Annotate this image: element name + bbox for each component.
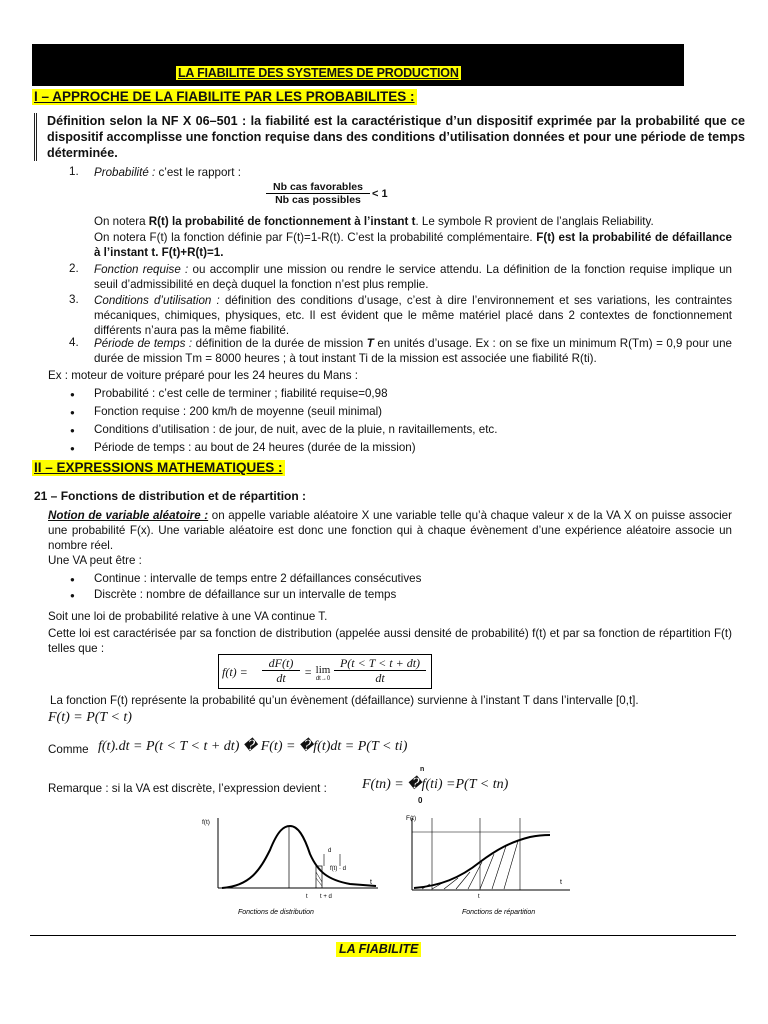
item-4-text: Période de temps : définition de la durée de mission T en unités d’usage. Ex : on se fixe un minimum R(Tm) = 0,9 pour une durée de mission Tm = 8000 heures ; à tout instant Ti de la mission est associée une fiabilité R(ti). <box>94 337 732 365</box>
section-2-title: II – EXPRESSIONS MATHEMATIQUES : <box>34 460 283 475</box>
example-item: Fonction requise : 200 km/h de moyenne (seuil minimal) <box>94 405 383 418</box>
bullet-icon: ● <box>70 591 75 600</box>
example-item: Période de temps : au bout de 24 heures (durée de la mission) <box>94 441 416 454</box>
right-x-label: t <box>560 879 562 886</box>
va-type-item: Continue : intervalle de temps entre 2 défaillances consécutives <box>94 572 422 585</box>
document-title: LA FIABILITE DES SYSTEMES DE PRODUCTION <box>178 66 459 80</box>
right-caption: Fonctions de répartition <box>462 909 536 916</box>
integral-equation: f(t).dt = P(t < T < t + dt) � F(t) = �f(t)dt = P(T < ti) <box>98 739 408 754</box>
bullet-icon: ● <box>70 390 75 399</box>
va-type-item: Discrète : nombre de défaillance sur un intervalle de temps <box>94 588 397 601</box>
subsection-21-title: 21 – Fonctions de distribution et de répartition : <box>34 489 307 503</box>
item-4-number: 4. <box>69 336 79 349</box>
right-y-label: F(t) <box>406 815 417 822</box>
random-variable-definition: Notion de variable aléatoire : on appelle variable aléatoire X une variable telle qu’à chaque valeur x de la VA X on puisse associer une probabilité F(x). Une variable aléatoire est donc une fonction qui à chaque évènement d’une expérience aléatoire associe un nombre réel. <box>48 509 732 552</box>
bullet-icon: ● <box>70 426 75 435</box>
item-3-number: 3. <box>69 293 79 306</box>
item-2-text: Fonction requise : ou accomplir une mission ou rendre le service attendu. La définition de la fonction requise implique un seuil d’admissibilité en deçà duquel la fonction n’est plus remplie. <box>94 263 732 291</box>
right-ti-label: t <box>478 894 480 900</box>
distribution-text: Cette loi est caractérisée par sa fonction de distribution (appelée aussi densité de probabilité) f(t) et par sa fonction de répartition F(t) telles que : <box>48 627 732 655</box>
left-ti-label: t <box>306 894 308 900</box>
repartition-description: La fonction F(t) représente la probabilité qu’un évènement (défaillance) survienne à l’instant T dans l’intervalle [0,t]. <box>50 694 639 707</box>
item-3-text: Conditions d’utilisation : définition des conditions d’usage, c’est à dire l’environnement et ses variations, les contraintes mécaniques, chimiques, physiques, etc. Il est évident que le même matériel placé dans 2 contextes de fonctionnement différents n’aura pas la même fiabilité. <box>94 294 732 337</box>
left-caption: Fonctions de distribution <box>238 909 314 916</box>
repartition-equation: F(t) = P(T < t) <box>48 710 132 725</box>
formula-lhs: f(t) = <box>222 665 248 679</box>
discrete-equation: F(tn) = �f(ti) =P(T < tn) <box>362 777 509 792</box>
item-1-heading: Probabilité : c’est le rapport : <box>94 166 241 179</box>
item-1-number: 1. <box>69 165 79 178</box>
repartition-graph <box>406 815 570 916</box>
distribution-figures <box>200 810 600 925</box>
formula-equals: = <box>304 665 313 679</box>
reliability-definition: On notera R(t) la probabilité de fonctionnement à l’instant t. Le symbole R provient de l’anglais Reliability. <box>94 215 654 228</box>
failure-definition: On notera F(t) la fonction définie par F(t)=1-R(t). C’est la probabilité complémentaire. F(t) est la probabilité de défaillance à l’instant t. F(t)+R(t)=1. <box>94 231 732 259</box>
sum-upper-bound: n <box>420 766 425 773</box>
remarque-label: Remarque : si la VA est discrète, l’expression devient : <box>48 782 327 795</box>
example-item: Conditions d’utilisation : de jour, de nuit, avec de la pluie, n ravitaillements, etc. <box>94 423 498 436</box>
fraction-relation: < 1 <box>372 188 388 200</box>
formula-derivative: dF(t) dt <box>262 656 300 685</box>
formula-limit: lim dt→0 <box>315 664 331 682</box>
left-dt-label: d <box>328 848 332 854</box>
left-ft-label: f(t) · d <box>330 866 346 872</box>
bullet-icon: ● <box>70 408 75 417</box>
left-tidt-label: t + d <box>320 894 332 900</box>
va-types-intro: Une VA peut être : <box>48 554 142 567</box>
definition-block: Définition selon la NF X 06–501 : la fiabilité est la caractéristique d’un dispositif exprimée par la probabilité que ce dispositif accomplisse une fonction requise dans des conditions d’utilisation données et pour une période de temps déterminée. <box>34 113 745 161</box>
probability-fraction: Nb cas favorables Nb cas possibles <box>266 181 370 206</box>
left-y-label: f(t) <box>202 819 210 826</box>
example-item: Probabilité : c’est celle de terminer ; fiabilité requise=0,98 <box>94 387 388 400</box>
section-1-title: I – APPROCHE DE LA FIABILITE PAR LES PROBABILITES : <box>34 89 415 104</box>
footer-label: LA FIABILITE <box>336 942 421 957</box>
distribution-graph <box>202 818 378 916</box>
sum-lower-bound: 0 <box>418 796 423 805</box>
footer-divider <box>30 935 736 936</box>
example-intro: Ex : moteur de voiture préparé pour les 24 heures du Mans : <box>48 369 358 382</box>
bullet-icon: ● <box>70 575 75 584</box>
item-2-number: 2. <box>69 262 79 275</box>
formula-probability: P(t < T < t + dt) dt <box>334 656 426 685</box>
left-x-label: t <box>370 879 372 886</box>
bullet-icon: ● <box>70 444 75 453</box>
comme-label: Comme <box>48 743 89 756</box>
continuous-law-text: Soit une loi de probabilité relative à une VA continue T. <box>48 610 328 623</box>
